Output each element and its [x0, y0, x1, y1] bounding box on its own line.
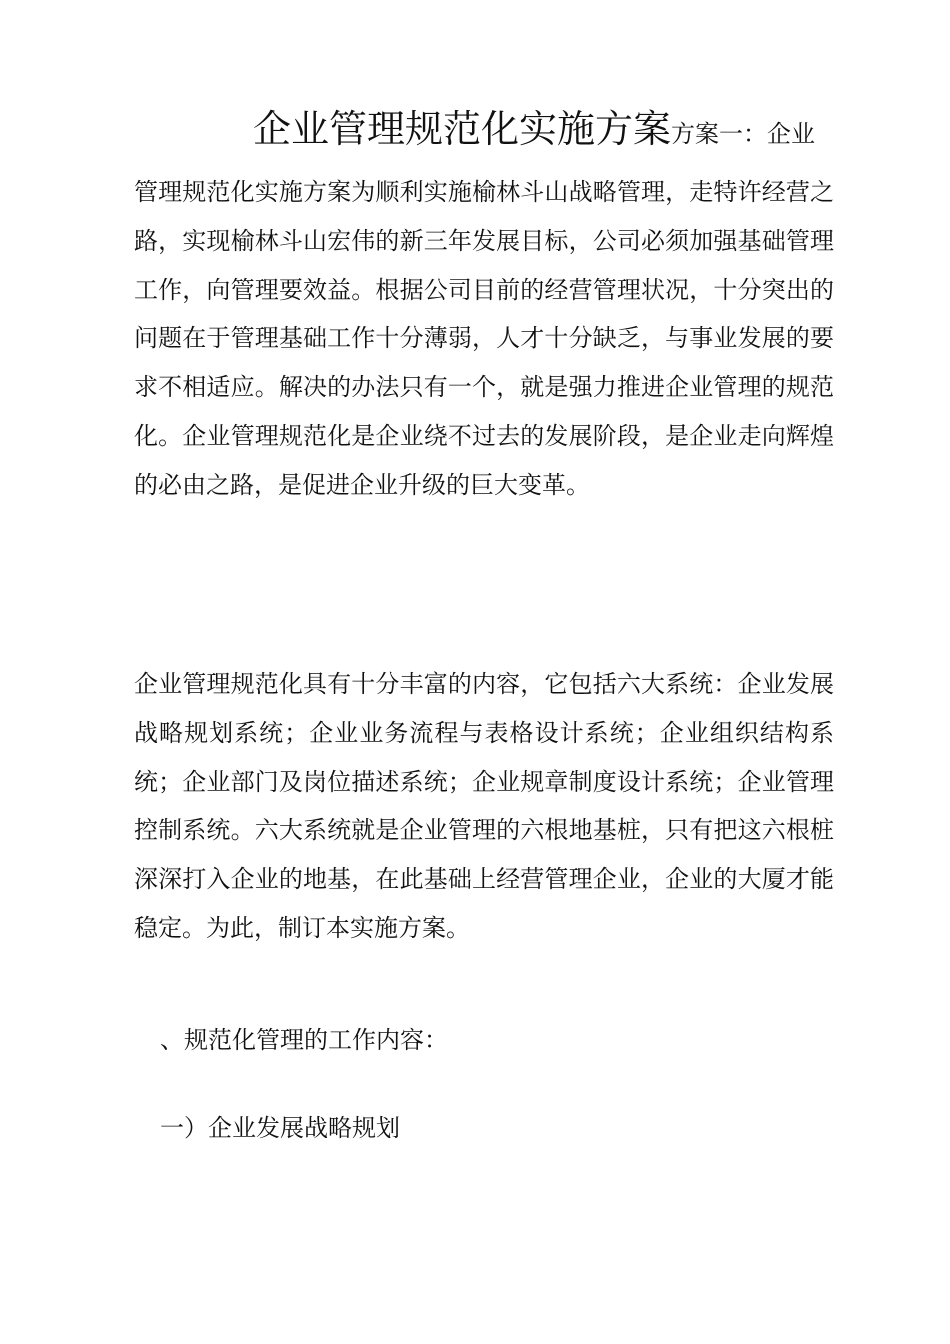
paragraph-six-systems: 企业管理规范化具有十分丰富的内容，它包括六大系统：企业发展战略规划系统；企业业务流程与表格设计系统；企业组织结构系统；企业部门及岗位描述系统；企业规章制度设计系统；企业管理控制系统。六大系统就是企业管理的六根地基桩，只有把这六根桩深深打入企业的地基，在此基础上经营管理企业，企业的大厦才能稳定。为此，制订本实施方案。: [134, 670, 834, 942]
title-lead-text: 方案一：企业: [671, 120, 816, 148]
title-line: [253, 104, 853, 162]
section-heading: 、规范化管理的工作内容：: [160, 1026, 448, 1054]
document-title: 企业管理规范化实施方案: [253, 107, 672, 151]
paragraph-intro: 管理规范化实施方案为顺利实施榆林斗山战略管理，走特许经营之路，实现榆林斗山宏伟的新三年发展目标，公司必须加强基础管理工作，向管理要效益。根据公司目前的经营管理状况，十分突出的问题在于管理基础工作十分薄弱，人才十分缺乏，与事业发展的要求不相适应。解决的办法只有一个，就是强力推进企业管理的规范化。企业管理规范化是企业绕不过去的发展阶段，是企业走向辉煌的必由之路，是促进企业升级的巨大变革。: [134, 178, 834, 499]
subsection-heading: 一）企业发展战略规划: [160, 1114, 400, 1142]
